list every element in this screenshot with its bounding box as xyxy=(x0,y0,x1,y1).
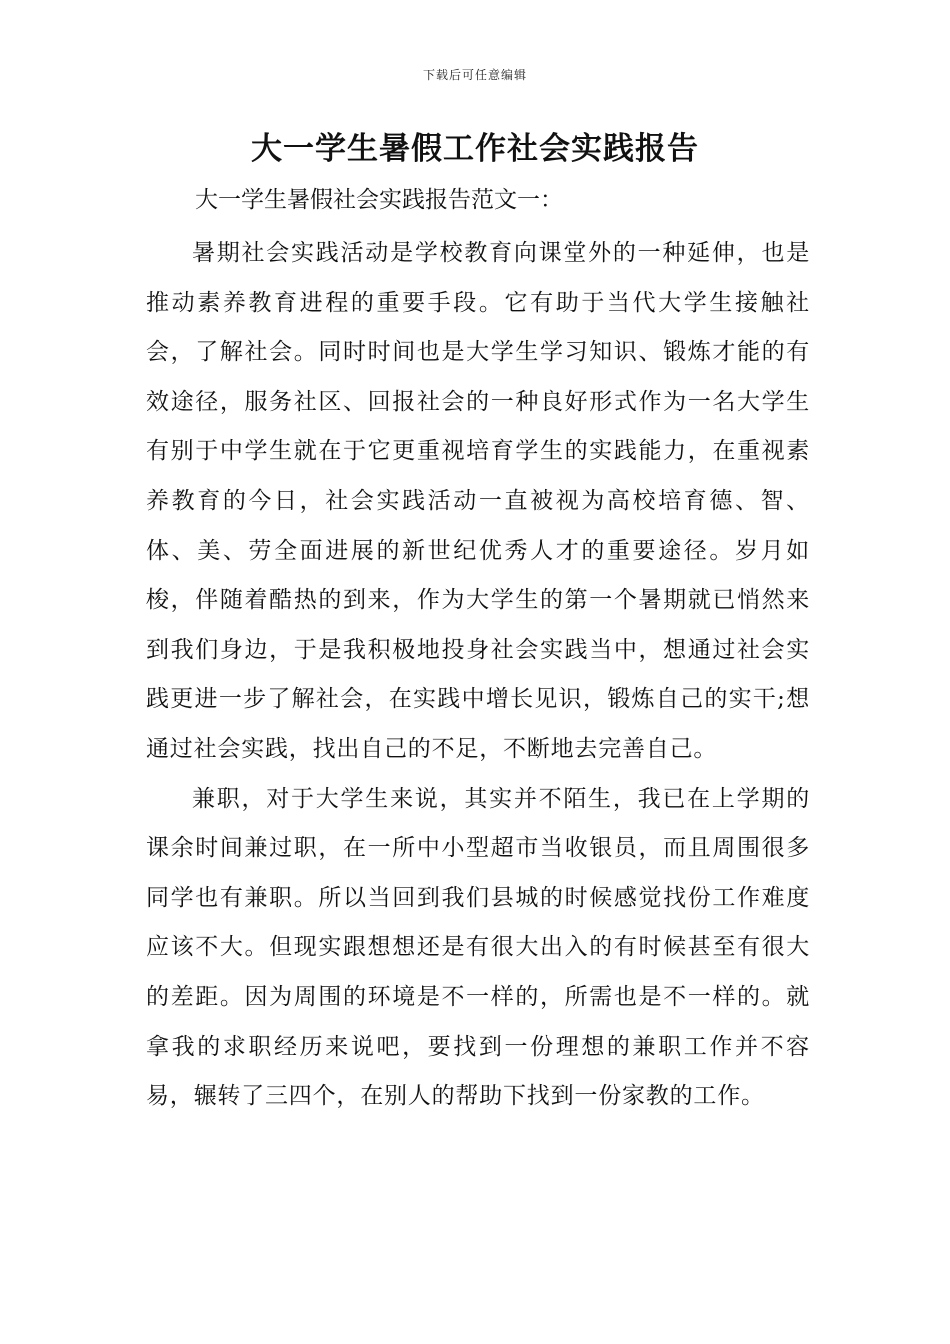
document-body xyxy=(146,229,810,1122)
document-subtitle: 大一学生暑假社会实践报告范文一： xyxy=(195,187,563,213)
body-paragraph-1: 暑期社会实践活动是学校教育向课堂外的一种延伸，也是推动素养教育进程的重要手段。它有助于当代大学生接触社会，了解社会。同时时间也是大学生学习知识、锻炼才能的有效途径，服务社区、回报社会的一种良好形式作为一名大学生有别于中学生就在于它更重视培育学生的实践能力，在重视素养教育的今日，社会实践活动一直被视为高校培育德、智、体、美、劳全面进展的新世纪优秀人才的重要途径。岁月如梭，伴随着酷热的到来，作为大学生的第一个暑期就已悄然来到我们身边，于是我积极地投身社会实践当中，想通过社会实践更进一步了解社会，在实践中增长见识，锻炼自己的实干;想通过社会实践，找出自己的不足，不断地去完善自己。 xyxy=(146,240,810,762)
document-title: 大一学生暑假工作社会实践报告 xyxy=(251,131,699,167)
page-header-note: 下载后可任意编辑 xyxy=(422,68,527,82)
body-paragraph-2: 兼职，对于大学生来说，其实并不陌生，我已在上学期的课余时间兼过职，在一所中小型超市当收银员，而且周围很多同学也有兼职。所以当回到我们县城的时候感觉找份工作难度应该不大。但现实跟想想还是有很大出入的有时候甚至有很大的差距。因为周围的环境是不一样的，所需也是不一样的。就拿我的求职经历来说吧，要找到一份理想的兼职工作并不容易，辗转了三四个，在别人的帮助下找到一份家教的工作。 xyxy=(146,785,810,1110)
